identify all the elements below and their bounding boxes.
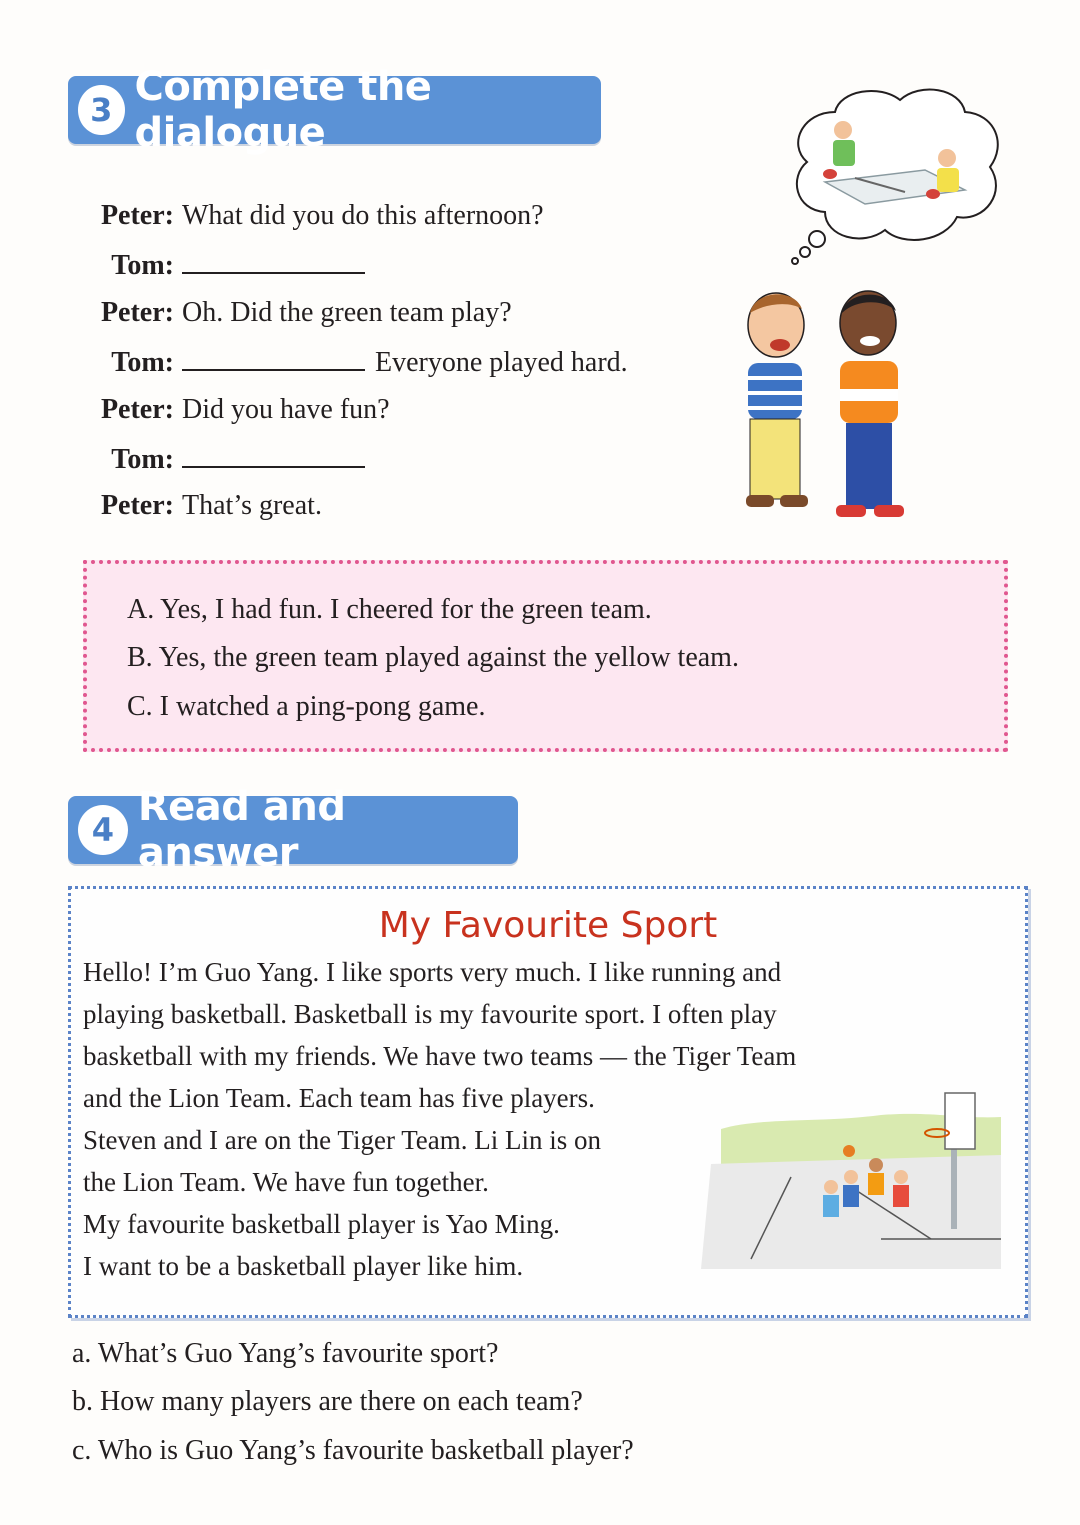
thought-bubble-illustration bbox=[785, 82, 1010, 272]
questions bbox=[72, 1338, 634, 1483]
dialogue-text: Did you have fun? bbox=[182, 393, 390, 425]
story-title: My Favourite Sport bbox=[378, 905, 718, 946]
story-line: I want to be a basketball player like him. bbox=[83, 1251, 524, 1281]
section-4-header bbox=[68, 784, 518, 876]
dialogue-line-3 bbox=[70, 297, 710, 345]
dialogue-text: That’s great. bbox=[182, 490, 322, 522]
speaker: Tom: bbox=[111, 443, 174, 475]
story-line: playing basketball. Basketball is my favourite sport. I often play bbox=[83, 999, 777, 1029]
speaker: Tom: bbox=[111, 347, 174, 379]
option-b: B. Yes, the green team played against the yellow team. bbox=[127, 642, 739, 674]
dialogue-line-4 bbox=[70, 345, 710, 393]
answer-blank[interactable] bbox=[182, 442, 365, 468]
basketball-court-illustration bbox=[701, 1089, 1011, 1269]
section-4-title: Read and answer bbox=[137, 784, 346, 876]
story-line: My favourite basketball player is Yao Ming. bbox=[83, 1209, 560, 1239]
section-4-number: 4 bbox=[78, 805, 128, 855]
story-line: Hello! I’m Guo Yang. I like sports very much. I like running and bbox=[83, 957, 782, 987]
option-c: C. I watched a ping-pong game. bbox=[127, 690, 486, 722]
dialogue-line-7 bbox=[70, 490, 710, 538]
section-3-number: 3 bbox=[78, 85, 125, 135]
speaker: Tom: bbox=[111, 250, 174, 282]
story-line: and the Lion Team. Each team has five players. bbox=[83, 1083, 595, 1113]
speaker: Peter: bbox=[100, 393, 174, 425]
story-line: basketball with my friends. We have two teams — the Tiger Team bbox=[83, 1041, 797, 1071]
answer-blank[interactable] bbox=[182, 345, 365, 371]
answer-blank[interactable] bbox=[182, 248, 365, 274]
speaker: Peter: bbox=[100, 490, 174, 522]
option-a: A. Yes, I had fun. I cheered for the green team. bbox=[127, 594, 652, 625]
section-3-header bbox=[68, 64, 601, 156]
dialogue-line-5 bbox=[70, 394, 710, 442]
dialogue-line-2 bbox=[70, 248, 710, 296]
question-b: b. How many players are there on each team? bbox=[72, 1386, 583, 1418]
two-boys-illustration bbox=[728, 283, 928, 541]
answer-options-box bbox=[83, 560, 1008, 752]
story-box bbox=[68, 886, 1028, 1318]
dialogue-text: What did you do this afternoon? bbox=[182, 200, 544, 231]
dialogue-text: Oh. Did the green team play? bbox=[182, 296, 512, 328]
story-line: Steven and I are on the Tiger Team. Li Lin is on bbox=[83, 1125, 602, 1155]
dialogue-line-6 bbox=[70, 442, 710, 490]
dialogue-text: Everyone played hard. bbox=[375, 347, 628, 379]
speaker: Peter: bbox=[100, 296, 174, 328]
question-a: a. What’s Guo Yang’s favourite sport? bbox=[72, 1338, 499, 1369]
story-line: the Lion Team. We have fun together. bbox=[83, 1167, 489, 1197]
question-c: c. Who is Guo Yang’s favourite basketball player? bbox=[72, 1434, 634, 1466]
dialogue-line-1 bbox=[70, 200, 710, 248]
section-3-title: Complete the dialogue bbox=[134, 64, 432, 156]
dialogue bbox=[70, 200, 710, 539]
speaker: Peter: bbox=[100, 200, 174, 231]
